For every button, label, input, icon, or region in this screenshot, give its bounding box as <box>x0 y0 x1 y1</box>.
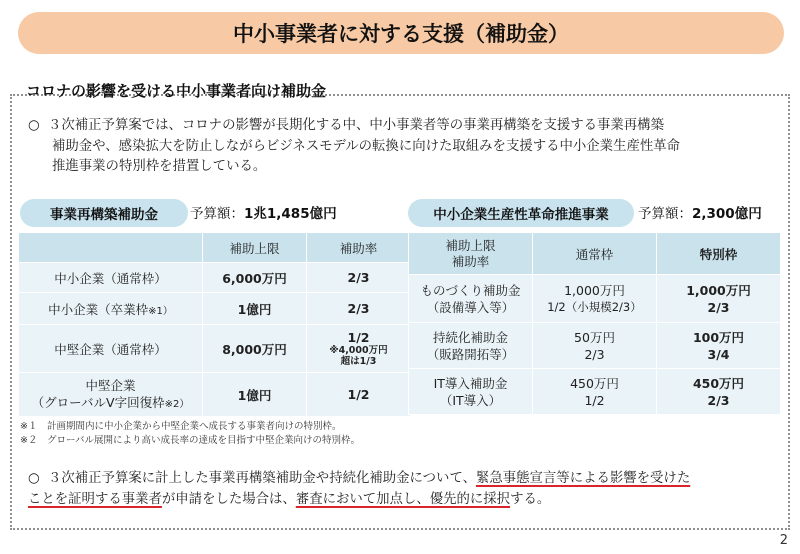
row-limit: 8,000万円 <box>203 325 307 373</box>
productivity-table <box>408 232 781 415</box>
row-name: 中堅企業 （グローバルV字回復枠※2） <box>19 373 203 417</box>
row-limit: 1億円 <box>203 373 307 417</box>
underlined-text: 審査において加点し、優先的に採択 <box>295 491 511 507</box>
conclusion-paragraph: ○ ３次補正予算案に計上した事業再構築補助金や持続化補助金について、緊急事態宣言等による影響を受けた ことを証明する事業者が申請をした場合は、審査において加点し、優先的に採択する。 <box>28 471 691 507</box>
title-banner <box>18 12 784 54</box>
intro-line-2: 補助金や、感染拡大を防止しながらビジネスモデルの転換に向けた取組みを支援する中小企業生産性革命 <box>52 138 681 154</box>
row-normal: 450万円 1/2 <box>533 369 657 415</box>
table-row <box>19 373 411 417</box>
header-limit: 補助上限 <box>203 233 307 263</box>
underlined-text: ことを証明する事業者 <box>28 491 162 507</box>
table-row <box>19 293 411 325</box>
note-ref: ※2） <box>164 398 190 410</box>
right-budget-label: 予算額： <box>638 206 692 222</box>
table-row <box>409 369 781 415</box>
page-number: 2 <box>779 533 788 548</box>
right-budget <box>638 202 762 222</box>
intro-line-3: 推進事業の特別枠を措置している。 <box>52 159 267 174</box>
row-normal: 50万円 2/3 <box>533 323 657 369</box>
row-name: 中小企業（卒業枠※1） <box>19 293 203 325</box>
row-rate: 2/3 <box>307 293 411 325</box>
row-normal: 1,000万円 1/2（小規模2/3） <box>533 275 657 323</box>
restructuring-subsidy-pill <box>20 199 188 227</box>
footnotes <box>20 420 360 448</box>
table-row <box>19 263 411 293</box>
row-rate: 1/2 <box>307 373 411 417</box>
restructuring-subsidy-label: 事業再構築補助金 <box>50 207 158 223</box>
productivity-program-label: 中小企業生産性革命推進事業 <box>433 207 609 223</box>
row-special: 450万円 2/3 <box>657 369 781 415</box>
rate-note-1: ※4,000万円 <box>329 345 388 356</box>
table-row <box>409 275 781 323</box>
footnote-1: ※１ 計画期間内に中小企業から中堅企業へ成長する事業者向けの特別枠。 <box>20 421 342 432</box>
row-name: 中堅企業（通常枠） <box>19 325 203 373</box>
rate-note-2: 超は1/3 <box>340 356 377 367</box>
right-budget-value: 2,300億円 <box>692 206 762 222</box>
header-rate: 補助率 <box>307 233 411 263</box>
row-rate: 1/2 ※4,000万円 超は1/3 <box>307 325 411 373</box>
row-name: ものづくり補助金 （設備導入等） <box>409 275 533 323</box>
row-limit: 6,000万円 <box>203 263 307 293</box>
note-ref: ※1） <box>148 305 173 317</box>
footnote-2: ※２ グローバル展開により高い成長率の達成を目指す中堅企業向けの特別枠。 <box>20 435 360 446</box>
row-special: 100万円 3/4 <box>657 323 781 369</box>
row-name: IT導入補助金 （IT導入） <box>409 369 533 415</box>
header-limit-rate: 補助上限 補助率 <box>409 233 533 275</box>
bullet-circle: ○ <box>28 118 40 133</box>
left-budget-label: 予算額： <box>190 206 244 222</box>
intro-paragraph <box>28 116 768 178</box>
header-normal: 通常枠 <box>533 233 657 275</box>
row-limit: 1億円 <box>203 293 307 325</box>
page-title: 中小事業者に対する支援（補助金） <box>233 22 569 46</box>
section-heading-text: コロナの影響を受ける中小事業者向け補助金 <box>26 82 327 100</box>
header-special: 特別枠 <box>657 233 781 275</box>
left-budget-value: 1兆1,485億円 <box>244 206 337 222</box>
header-blank <box>19 233 203 263</box>
restructuring-table <box>18 232 411 417</box>
table-row <box>409 323 781 369</box>
row-rate: 2/3 <box>307 263 411 293</box>
bullet-circle: ○ <box>28 471 40 486</box>
underlined-text: 緊急事態宣言等による影響を受けた <box>475 471 691 486</box>
row-name: 持続化補助金 （販路開拓等） <box>409 323 533 369</box>
intro-line-1: ３次補正予算案では、コロナの影響が長期化する中、中小事業者等の事業再構築を支援する事業再構築 <box>48 118 664 133</box>
table-row <box>19 325 411 373</box>
row-special: 1,000万円 2/3 <box>657 275 781 323</box>
row-name: 中小企業（通常枠） <box>19 263 203 293</box>
section-heading <box>26 80 326 101</box>
left-budget <box>190 202 337 222</box>
productivity-program-pill <box>408 199 634 227</box>
